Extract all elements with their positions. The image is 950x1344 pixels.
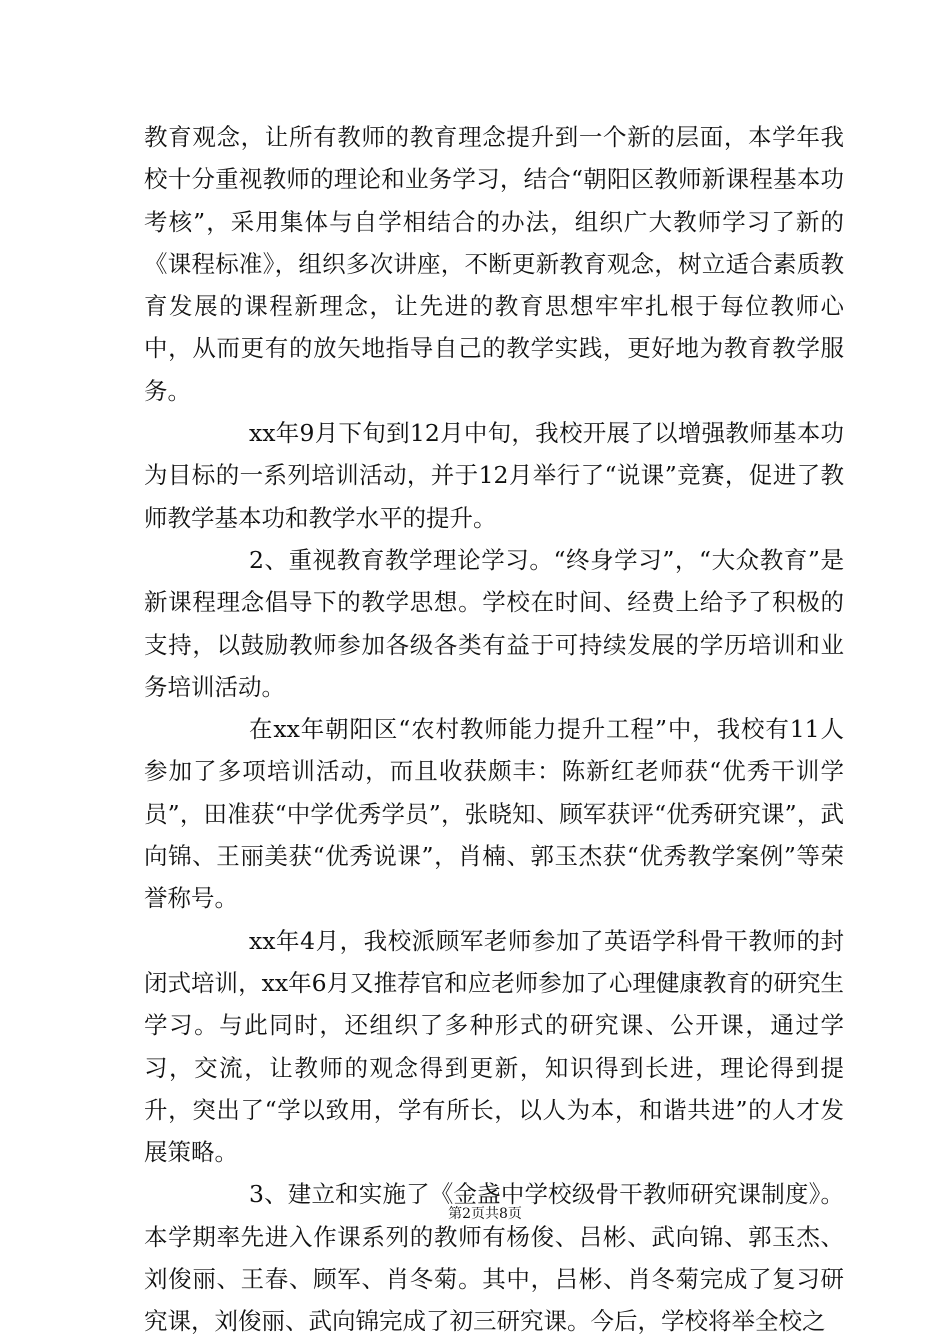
paragraph-theory-study: 2、重视教育教学理论学习。“终身学习”，“大众教育”是新课程理念倡导下的教学思想。学校在时间、经费上给予了积极的支持，以鼓励教师参加各级各类有益于可持续发展的学历培训和业务培训活动。 — [144, 545, 844, 701]
paragraph-capacity-project: 在xx年朝阳区“农村教师能力提升工程”中，我校有11人参加了多项培训活动，而且收获颇丰：陈新红老师获“优秀干训学员”，田准获“中学优秀学员”，张晓知、顾军获评“优秀研究课”，武向锦、王丽美获“优秀说课”，肖楠、郭玉杰获“优秀教学案例”等荣誉称号。 — [144, 715, 844, 913]
paragraph-backbone-training: xx年4月，我校派顾军老师参加了英语学科骨干教师的封闭式培训，xx年6月又推荐官和应老师参加了心理健康教育的研究生学习。与此同时，还组织了多种形式的研究课、公开课，通过学习，交流，让教师的观念得到更新，知识得到长进，理论得到提升，突出了“学以致用，学有所长，以人为本，和谐共进”的人才发展策略。 — [144, 926, 844, 1167]
paragraph-training-activities: xx年9月下旬到12月中旬，我校开展了以增强教师基本功为目标的一系列培训活动，并于12月举行了“说课”竞赛，促进了教师教学基本功和教学水平的提升。 — [144, 419, 844, 532]
document-body — [144, 116, 844, 1343]
paragraph-research-lessons: 3、建立和实施了《金盏中学校级骨干教师研究课制度》。本学期率先进入作课系列的教师有杨俊、吕彬、武向锦、郭玉杰、刘俊丽、王春、顾军、肖冬菊。其中，吕彬、肖冬菊完成了复习研究课，刘俊丽、武向锦完成了初三研究课。今后，学校将举全校之 — [144, 1180, 844, 1336]
page-number-footer: 第2页共8页 — [448, 1206, 522, 1222]
paragraph-continued: 教育观念，让所有教师的教育理念提升到一个新的层面，本学年我校十分重视教师的理论和业务学习，结合“朝阳区教师新课程基本功考核”，采用集体与自学相结合的办法，组织广大教师学习了新的《课程标准》，组织多次讲座，不断更新教育观念，树立适合素质教育发展的课程新理念，让先进的教育思想牢牢扎根于每位教师心中，从而更有的放矢地指导自己的教学实践，更好地为教育教学服务。 — [144, 123, 844, 405]
